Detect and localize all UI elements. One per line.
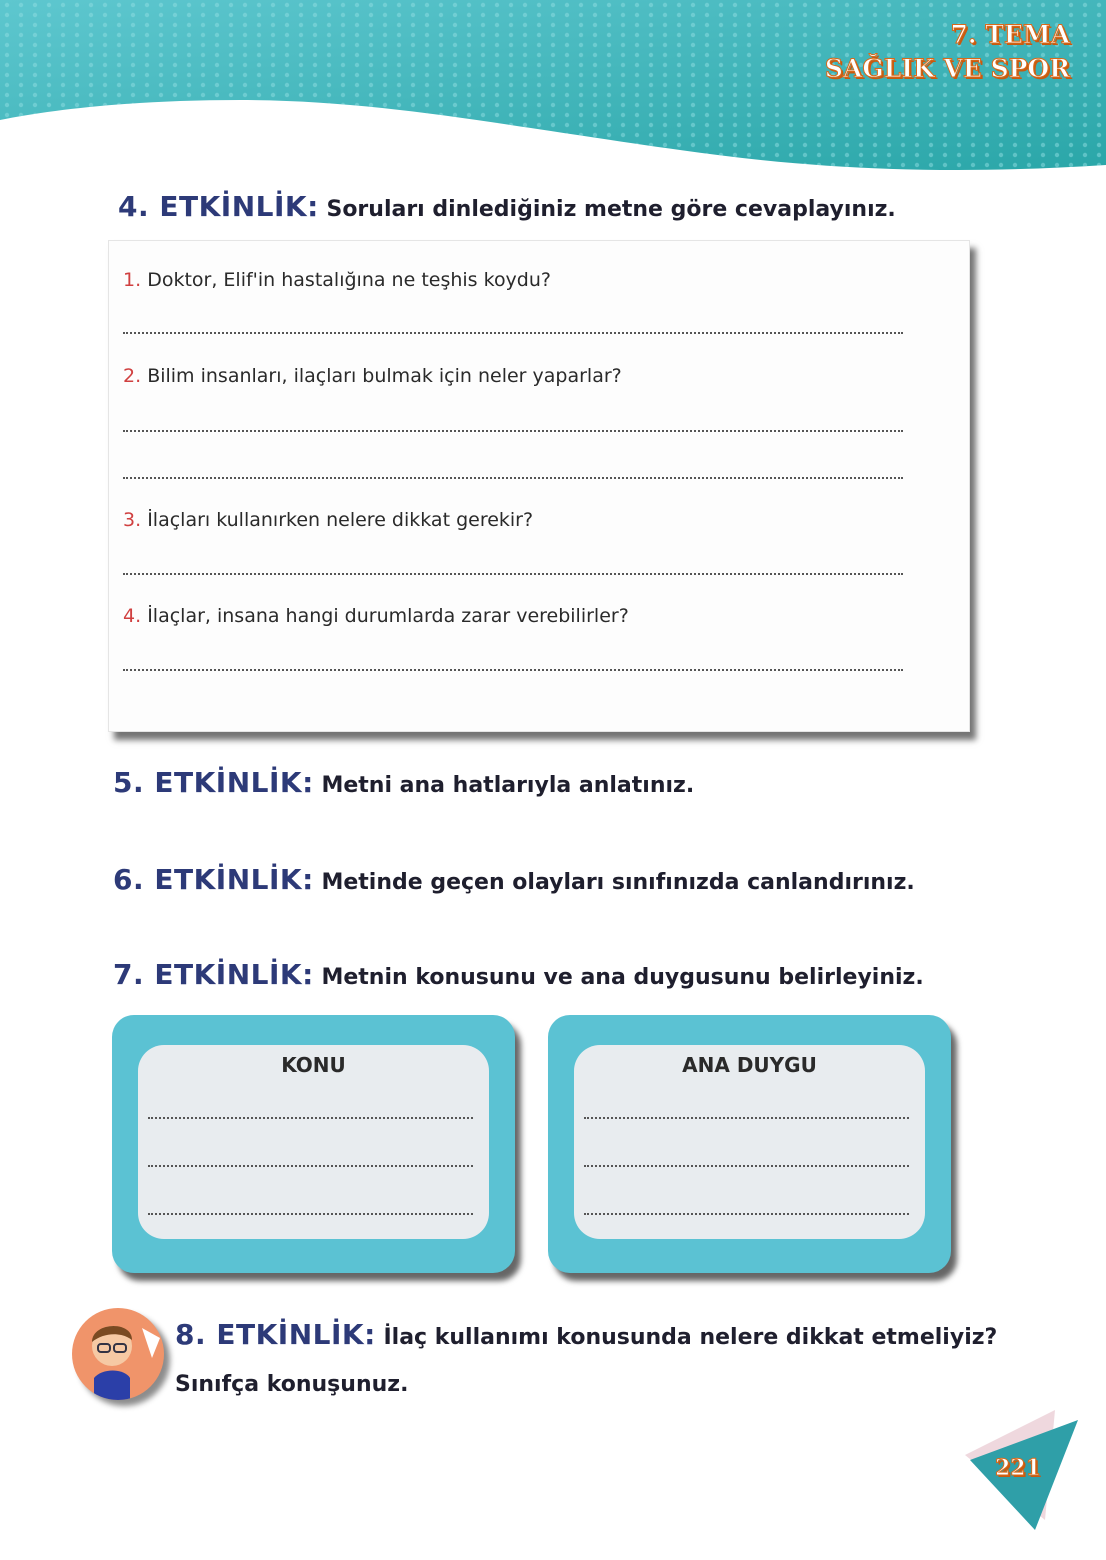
header-wave-banner [0, 0, 1106, 180]
activity-6-heading: 6. ETKİNLİK: Metinde geçen olayları sınıfınızda canlandırınız. [113, 863, 915, 896]
activity-7-heading: 7. ETKİNLİK: Metnin konusunu ve ana duygusunu belirleyiniz. [113, 958, 924, 991]
answer-line[interactable] [148, 1165, 473, 1167]
questions-box [108, 240, 970, 732]
activity-5-heading: 5. ETKİNLİK: Metni ana hatlarıyla anlatınız. [113, 766, 695, 799]
ana-duygu-card [548, 1015, 951, 1273]
question-4: 4. İlaçlar, insana hangi durumlarda zarar verebilirler? [123, 605, 629, 627]
question-2: 2. Bilim insanları, ilaçları bulmak için neler yaparlar? [123, 365, 622, 387]
activity-number: 4. ETKİNLİK: [118, 190, 319, 223]
answer-line[interactable] [148, 1213, 473, 1215]
answer-line[interactable] [584, 1213, 909, 1215]
answer-line[interactable] [123, 430, 903, 432]
activity-8-heading: 8. ETKİNLİK: İlaç kullanımı konusunda nelere dikkat etmeliyiz? [175, 1318, 998, 1351]
answer-line[interactable] [123, 573, 903, 575]
answer-line[interactable] [148, 1117, 473, 1119]
ana-duygu-label: ANA DUYGU [682, 1053, 817, 1077]
answer-line[interactable] [123, 477, 903, 479]
question-1: 1. Doktor, Elif'in hastalığına ne teşhis koydu? [123, 269, 551, 291]
activity-8-line2: Sınıfça konuşunuz. [175, 1372, 409, 1397]
question-3: 3. İlaçları kullanırken nelere dikkat gerekir? [123, 509, 534, 531]
student-avatar-icon [72, 1308, 164, 1400]
page-number: 221 [995, 1455, 1041, 1481]
konu-label: KONU [281, 1053, 346, 1077]
theme-title: SAĞLIK VE SPOR [824, 54, 1070, 83]
theme-number: 7. TEMA [950, 20, 1070, 49]
answer-line[interactable] [584, 1117, 909, 1119]
konu-card [112, 1015, 515, 1273]
answer-line[interactable] [123, 332, 903, 334]
activity-4-heading [118, 190, 896, 223]
answer-line[interactable] [584, 1165, 909, 1167]
activity-instruction: Soruları dinlediğiniz metne göre cevaplayınız. [326, 197, 896, 222]
answer-line[interactable] [123, 669, 903, 671]
